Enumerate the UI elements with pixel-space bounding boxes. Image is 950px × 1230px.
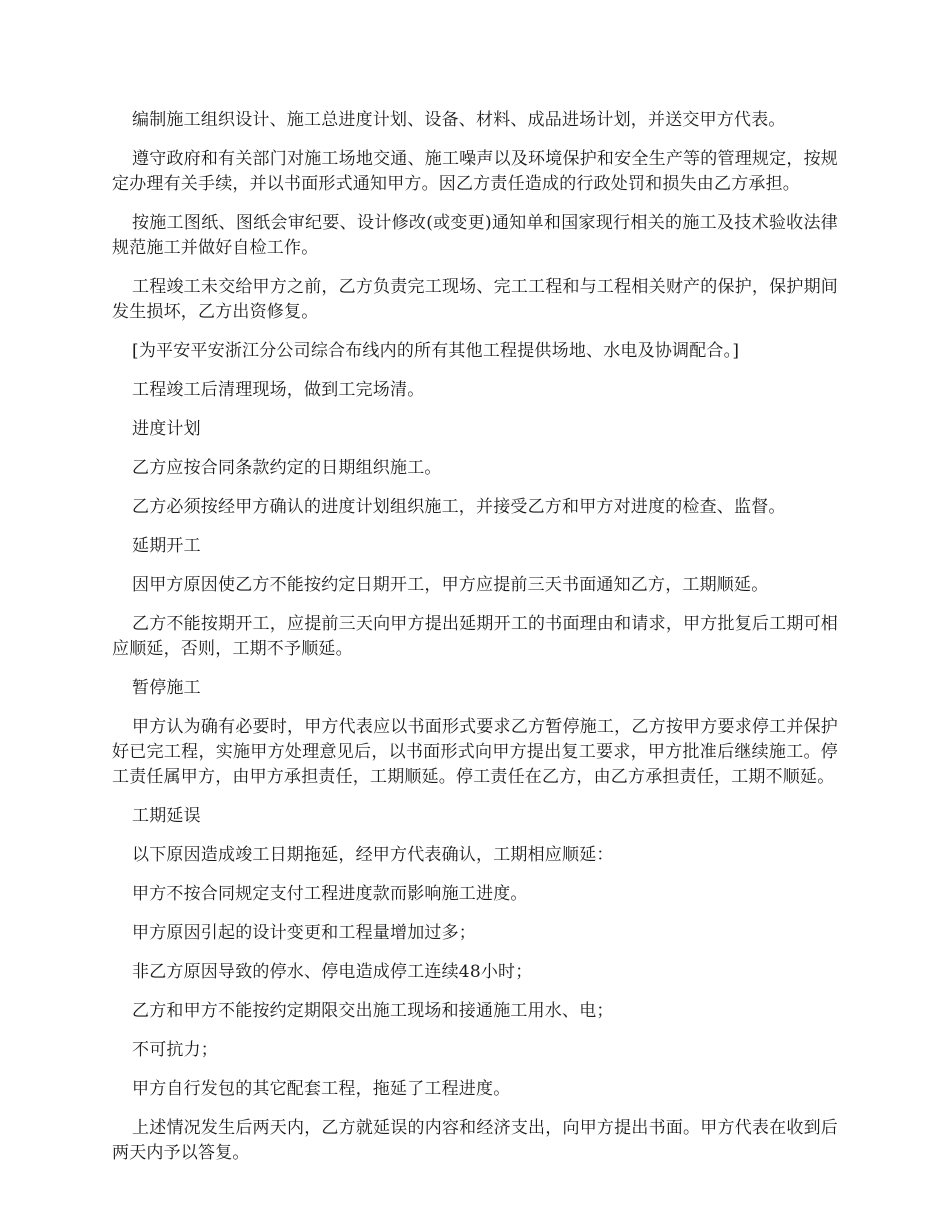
paragraph-submit-plans: 编制施工组织设计、施工总进度计划、设备、材料、成品进场计划，并送交甲方代表。: [132, 110, 786, 130]
heading-schedule-plan: 进度计划: [132, 419, 201, 439]
list-item-delay-cause: 不可抗力；: [132, 1040, 218, 1060]
paragraph-construction-standards: 按施工图纸、图纸会审纪要、设计修改(或变更)通知单和国家现行相关的施工及技术验收法律规范施工并做好自检工作。: [112, 213, 838, 258]
paragraph-delay-reporting: 上述情况发生后两天内，乙方就延误的内容和经济支出，向甲方提出书面。甲方代表在收到后两天内予以答复。: [112, 1118, 838, 1163]
list-item-delay-cause: 甲方不按合同规定支付工程进度款而影响施工进度。: [132, 884, 528, 904]
paragraph-comply-regulations: 遵守政府和有关部门对施工场地交通、施工噪声以及环境保护和安全生产等的管理规定，按规定办理有关手续，并以书面形式通知甲方。因乙方责任造成的行政处罚和损失由乙方承担。: [112, 149, 838, 194]
heading-schedule-delay: 工期延误: [132, 806, 201, 826]
list-item-delay-cause: 乙方和甲方不能按约定期限交出施工现场和接通施工用水、电；: [132, 1001, 614, 1021]
paragraph-protection-before-handover: 工程竣工未交给甲方之前，乙方负责完工现场、完工工程和与工程相关财产的保护，保护期间发生损坏，乙方出资修复。: [112, 277, 838, 322]
paragraph-suspension-terms: 甲方认为确有必要时，甲方代表应以书面形式要求乙方暂停施工，乙方按甲方要求停工并保护好已完工程，实施甲方处理意见后，以书面形式向甲方提出复工要求，甲方批准后继续施工。停工责任属甲方，由甲方承担责任，工期顺延。停工责任在乙方，由乙方承担责任，工期不顺延。: [112, 717, 838, 787]
paragraph-delay-causes-intro: 以下原因造成竣工日期拖延，经甲方代表确认，工期相应顺延：: [132, 845, 614, 865]
paragraph-schedule-dates: 乙方应按合同条款约定的日期组织施工。: [132, 458, 442, 478]
heading-suspension: 暂停施工: [132, 678, 201, 698]
paragraph-schedule-supervision: 乙方必须按经甲方确认的进度计划组织施工，并接受乙方和甲方对进度的检查、监督。: [132, 497, 786, 517]
paragraph-site-support: [为平安平安浙江分公司综合布线内的所有其他工程提供场地、水电及协调配合。]: [132, 341, 740, 361]
heading-delayed-start: 延期开工: [132, 536, 201, 556]
paragraph-delay-by-party-b: 乙方不能按期开工，应提前三天向甲方提出延期开工的书面理由和请求，甲方批复后工期可相应顺延，否则，工期不予顺延。: [112, 614, 838, 659]
list-item-delay-cause: 甲方原因引起的设计变更和工程量增加过多；: [132, 923, 476, 943]
paragraph-site-cleanup: 工程竣工后清理现场，做到工完场清。: [132, 380, 425, 400]
list-item-delay-cause: 非乙方原因导致的停水、停电造成停工连续48小时；: [132, 962, 533, 982]
paragraph-delay-by-party-a: 因甲方原因使乙方不能按约定日期开工，甲方应提前三天书面通知乙方，工期顺延。: [132, 575, 769, 595]
list-item-delay-cause: 甲方自行发包的其它配套工程，拖延了工程进度。: [132, 1079, 511, 1099]
